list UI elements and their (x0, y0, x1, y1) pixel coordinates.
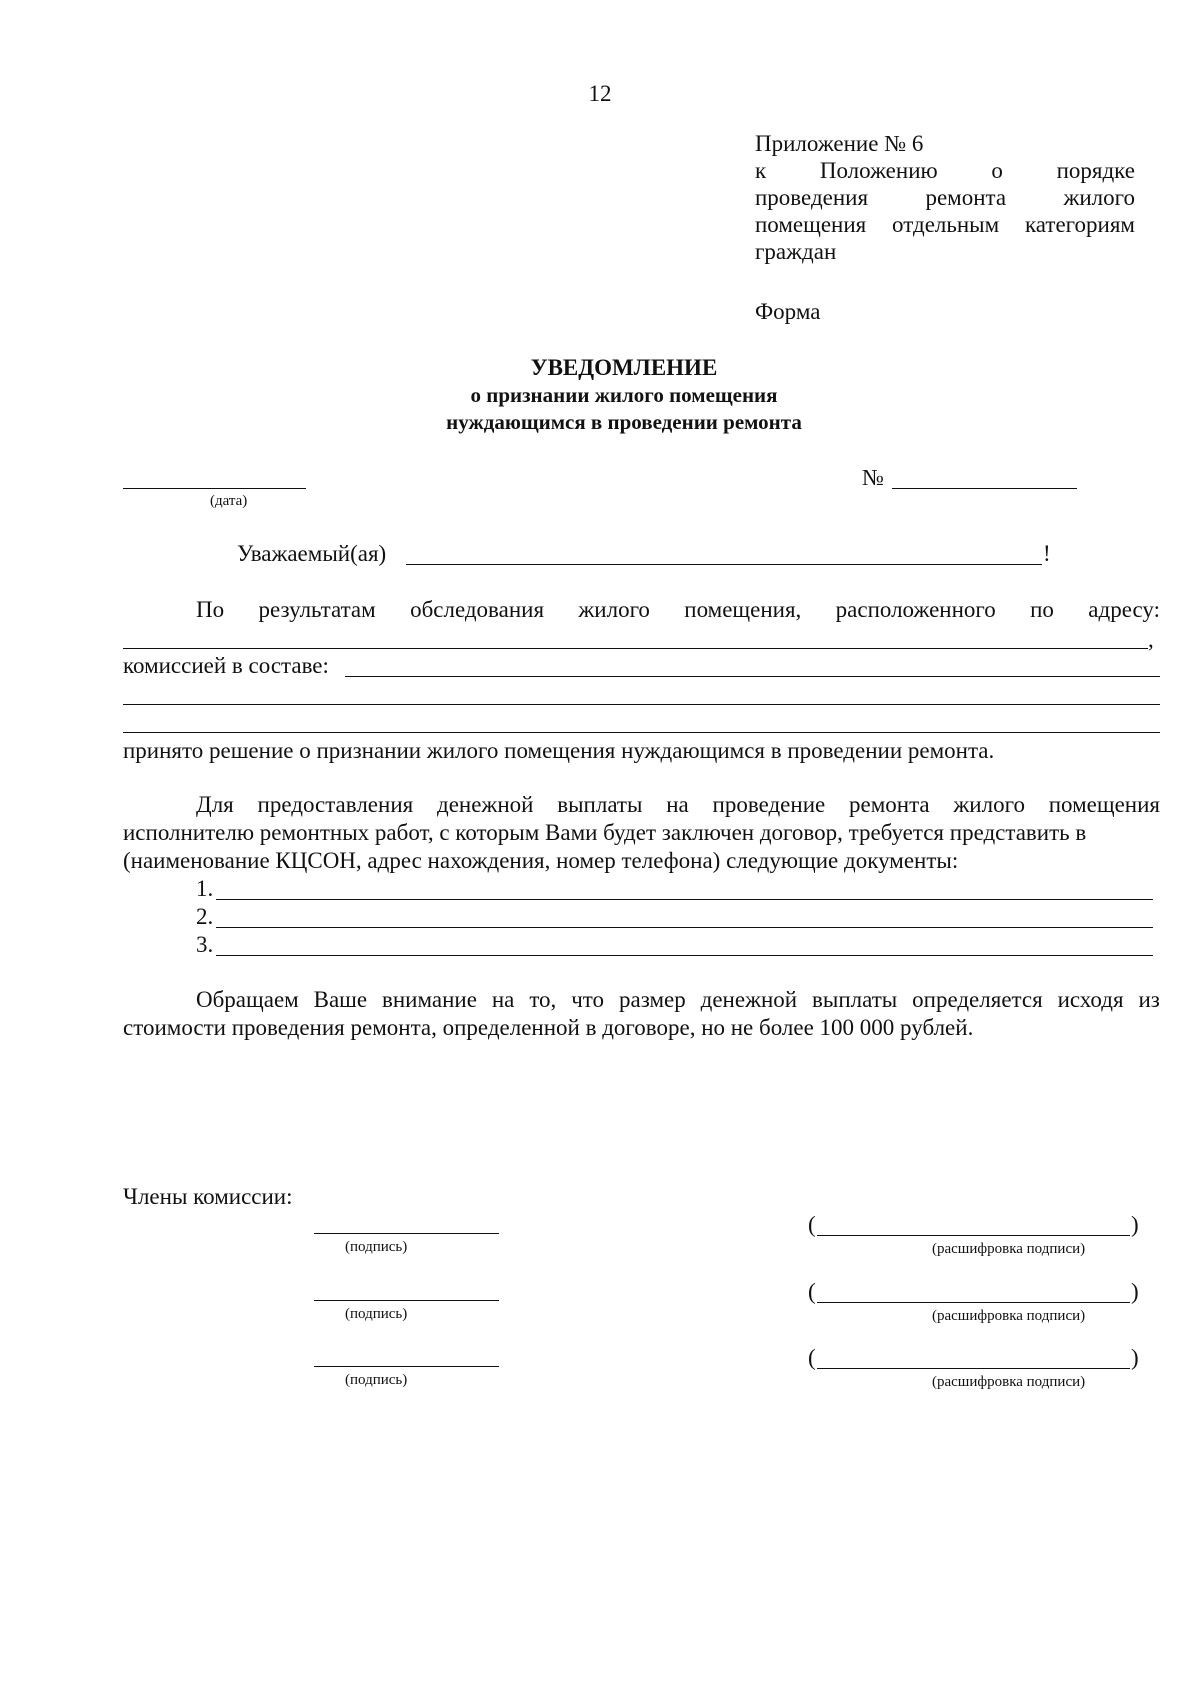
notice-word: на (491, 987, 515, 1012)
appendix-word: категориям (1024, 212, 1135, 237)
appendix-word: жилого (1063, 185, 1135, 210)
decision-text: принято решение о признании жилого помещения нуждающимся в проведении ремонта. (123, 738, 995, 763)
appendix-word: порядке (1056, 158, 1135, 183)
notice-line-1 (196, 986, 1160, 1014)
document-item-number: 2. (196, 904, 214, 929)
survey-word: По (196, 597, 225, 622)
transcript-caption: (расшифровка подписи) (932, 1308, 1086, 1324)
transcript-caption: (расшифровка подписи) (932, 1374, 1086, 1390)
open-paren: ( (808, 1345, 816, 1370)
commission-members-label: Члены комиссии: (123, 1184, 293, 1209)
documents-word: на (666, 792, 689, 817)
signature-line-1[interactable] (314, 1233, 499, 1234)
documents-line-3: (наименование КЦСОН, адрес нахождения, номер телефона) следующие документы: (123, 848, 959, 873)
open-paren: ( (808, 1279, 816, 1304)
survey-word: по (1030, 597, 1054, 622)
document-item-number: 3. (196, 932, 214, 957)
address-field-line[interactable] (123, 648, 1148, 649)
documents-word: Для (196, 792, 234, 817)
address-comma: , (1148, 627, 1154, 652)
form-label: Форма (755, 299, 821, 324)
signature-caption: (подпись) (345, 1306, 408, 1322)
appendix-title: Приложение № 6 (755, 131, 924, 156)
notice-line-2: стоимости проведения ремонта, определенной в договоре, но не более 100 000 рублей. (123, 1015, 974, 1040)
appendix-word: проведения (755, 185, 869, 210)
documents-word: денежной (437, 792, 534, 817)
documents-line-1 (196, 791, 1160, 819)
transcript-line-2[interactable] (817, 1302, 1130, 1303)
appendix-line-1 (755, 157, 1135, 184)
document-item-line-1[interactable] (216, 899, 1153, 900)
signature-line-2[interactable] (314, 1300, 499, 1301)
commission-field-line-1[interactable] (345, 676, 1160, 677)
appendix-word: помещения (755, 212, 867, 237)
open-paren: ( (808, 1212, 816, 1237)
salutation-label: Уважаемый(ая) (237, 541, 387, 566)
signature-line-3[interactable] (314, 1366, 499, 1367)
documents-word: ремонта (849, 792, 930, 817)
appendix-line-2 (755, 184, 1135, 211)
survey-word: результатам (258, 597, 376, 622)
page-number: 12 (588, 81, 612, 106)
appendix-word: граждан (755, 239, 837, 264)
salutation-end: ! (1043, 541, 1051, 566)
signature-caption: (подпись) (345, 1372, 408, 1388)
notice-word: внимание (382, 987, 477, 1012)
notice-word: денежной (700, 987, 798, 1012)
close-paren: ) (1131, 1279, 1139, 1304)
notice-word: то, (529, 987, 557, 1012)
appendix-line-3 (755, 211, 1135, 238)
notice-word: из (1138, 987, 1160, 1012)
notice-word: исходя (1057, 987, 1124, 1012)
notice-word: Ваше (313, 987, 368, 1012)
commission-label: комиссией в составе: (123, 653, 329, 678)
survey-intro (196, 596, 1160, 624)
survey-word: расположенного (835, 597, 996, 622)
survey-word: помещения, (684, 597, 802, 622)
document-item-line-3[interactable] (216, 955, 1153, 956)
notice-word: Обращаем (196, 987, 299, 1012)
notice-word: размер (618, 987, 686, 1012)
notice-word: определяется (912, 987, 1043, 1012)
commission-field-line-2[interactable] (123, 704, 1160, 705)
documents-word: выплаты (557, 792, 643, 817)
survey-word: адресу: (1088, 597, 1160, 622)
appendix-word: отдельным (892, 212, 1000, 237)
number-label: № (862, 465, 884, 490)
survey-word: жилого (578, 597, 650, 622)
appendix-word: к (755, 158, 767, 183)
notice-word: выплаты (812, 987, 898, 1012)
appendix-word: Положению (819, 158, 938, 183)
appendix-word: ремонта (925, 185, 1007, 210)
survey-word: обследования (410, 597, 545, 622)
transcript-caption: (расшифровка подписи) (932, 1241, 1086, 1257)
appendix-line-4 (755, 238, 1135, 265)
documents-word: предоставления (257, 792, 414, 817)
commission-field-line-3[interactable] (123, 732, 1160, 733)
documents-word: помещения (1048, 792, 1160, 817)
transcript-line-1[interactable] (817, 1235, 1130, 1236)
document-subtitle-1: о признании жилого помещения (470, 383, 778, 407)
close-paren: ) (1131, 1345, 1139, 1370)
transcript-line-3[interactable] (817, 1368, 1130, 1369)
notice-word: что (571, 987, 605, 1012)
date-caption: (дата) (210, 493, 248, 509)
document-heading (24, 354, 1200, 436)
documents-line-2: исполнителю ремонтных работ, с которым Вами будет заключен договор, требуется представить в (123, 820, 1087, 845)
appendix-block (755, 130, 1135, 265)
number-field-line[interactable] (892, 488, 1077, 489)
close-paren: ) (1131, 1212, 1139, 1237)
appendix-word: о (991, 158, 1003, 183)
document-item-number: 1. (196, 876, 214, 901)
documents-word: проведение (712, 792, 826, 817)
signature-caption: (подпись) (345, 1239, 408, 1255)
recipient-name-line[interactable] (406, 564, 1042, 565)
documents-word: жилого (953, 792, 1025, 817)
date-field-line[interactable] (123, 488, 306, 489)
document-title: УВЕДОМЛЕНИЕ (530, 355, 718, 380)
document-subtitle-2: нуждающимся в проведении ремонта (446, 410, 802, 434)
document-item-line-2[interactable] (216, 927, 1153, 928)
